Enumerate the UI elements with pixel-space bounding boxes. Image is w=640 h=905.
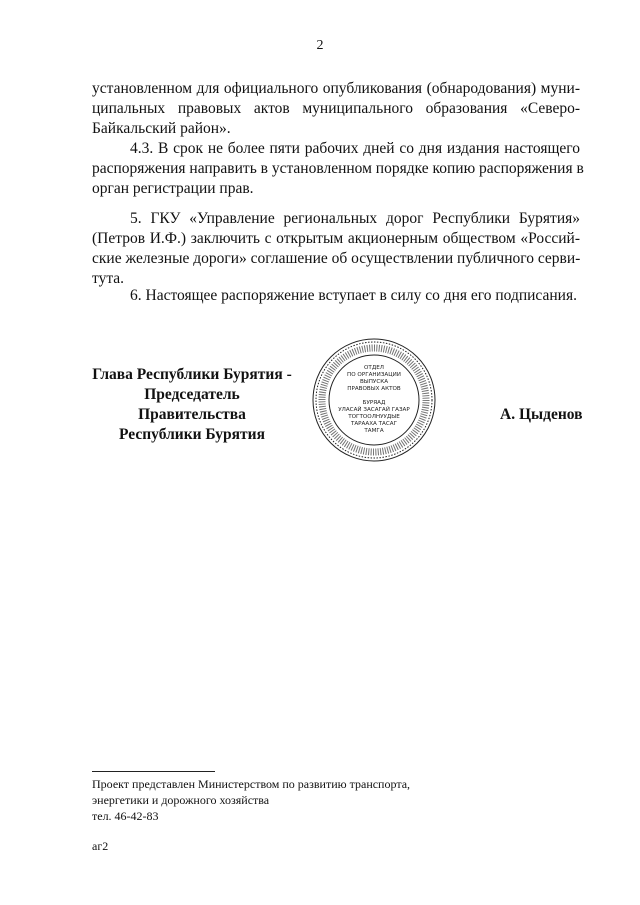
seal-line: ПО ОРГАНИЗАЦИИ	[347, 372, 401, 378]
text-line: распоряжения направить в установленном порядке копию распоряжения в	[92, 160, 584, 177]
official-seal	[311, 337, 437, 463]
document-code: аг2	[92, 839, 109, 853]
text-line: ские железные дороги» соглашение об осуществлении публичного серви-	[92, 250, 581, 267]
footer-line: Проект представлен Министерством по развитию транспорта,	[92, 777, 411, 791]
seal-line: ПРАВОВЫХ АКТОВ	[347, 386, 401, 392]
signature-title-line: Республики Бурятия	[119, 426, 265, 443]
text-line: тута.	[92, 270, 125, 287]
footer-line: энергетики и дорожного хозяйства	[92, 793, 270, 807]
text-line: Байкальский район».	[92, 120, 231, 137]
seal-line: ТОГТООЛНУУДЫЕ	[348, 414, 400, 420]
seal-icon	[311, 337, 437, 463]
paragraph-publication	[92, 79, 580, 139]
signature-title-line: Председатель Правительства	[138, 386, 246, 423]
paragraph-4-3	[92, 139, 584, 199]
text-line: 5. ГКУ «Управление региональных дорог Республики Бурятия»	[130, 210, 580, 227]
signature-title-line: Глава Республики Бурятия -	[92, 366, 292, 383]
footer-divider	[92, 771, 215, 772]
seal-line: УЛАСАЙ ЗАСАГАЙ ГАЗАР	[338, 407, 410, 413]
text-line: установленном для официального опубликования (обнародования) муни-	[92, 80, 580, 97]
signer-name: А. Цыденов	[500, 406, 583, 423]
text-line: 4.3. В срок не более пяти рабочих дней со дня издания настоящего	[130, 140, 580, 157]
text-line: орган регистрации прав.	[92, 180, 254, 197]
paragraph-5	[92, 209, 580, 289]
seal-line: ТАРААХА ТАСАГ	[350, 421, 398, 427]
footer-note	[92, 776, 512, 824]
text-line: 6. Настоящее распоряжение вступает в силу со дня его подписания.	[130, 287, 577, 304]
seal-line: БУРЯАД	[362, 400, 386, 406]
seal-line: ТАМГА	[364, 428, 384, 434]
footer-line: тел. 46-42-83	[92, 809, 159, 823]
seal-line: ОТДЕЛ	[364, 365, 384, 371]
page-number: 2	[316, 38, 324, 53]
text-line: ципальных правовых актов муниципального образования «Северо-	[92, 100, 580, 117]
paragraph-6	[92, 286, 580, 306]
signature-title	[92, 365, 292, 445]
text-line: (Петров И.Ф.) заключить с открытым акционерным обществом «Россий-	[92, 230, 580, 247]
seal-line: ВЫПУСКА	[359, 379, 389, 385]
